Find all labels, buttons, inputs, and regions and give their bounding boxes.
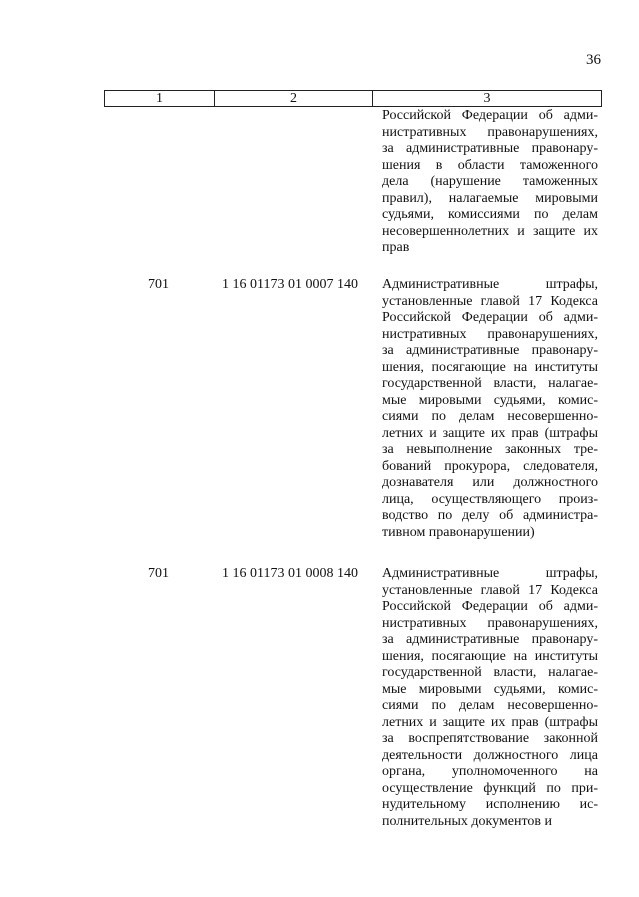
description-line: дела (нарушение таможенных — [382, 174, 598, 189]
description-line: судьями, комиссиями по делам — [382, 207, 598, 222]
column-header-1: 1 — [105, 91, 215, 107]
budget-code: 1 16 01173 01 0007 140 — [222, 277, 358, 292]
description-line: шения в области таможенного — [382, 157, 598, 173]
description-line: за административные правонару- — [382, 141, 598, 156]
description-line: сиями по делам несовершенно- — [382, 409, 598, 424]
description-line: установленные главой 17 Кодекса — [382, 582, 598, 598]
description-line: Российской Федерации об адми- — [382, 108, 598, 123]
admin-code: 701 — [148, 566, 169, 581]
description-line: государственной власти, налагае- — [382, 376, 598, 391]
description-line: правил), налагаемые мировыми — [382, 190, 598, 206]
description-line: Административные штрафы, — [382, 277, 598, 292]
page-number: 36 — [586, 52, 601, 68]
description — [382, 108, 598, 257]
column-header-row — [105, 91, 602, 107]
budget-code: 1 16 01173 01 0008 140 — [222, 566, 358, 581]
column-header-3: 3 — [373, 91, 602, 107]
description-line: нистративных правонарушениях, — [382, 326, 598, 342]
description-line: мые мировыми судьями, комис- — [382, 392, 598, 408]
description-line: летних и защите их прав (штрафы — [382, 425, 598, 441]
description-line: установленные главой 17 Кодекса — [382, 293, 598, 309]
description-line: прав — [382, 240, 410, 255]
admin-code: 701 — [148, 277, 169, 292]
description-line: сиями по делам несовершенно- — [382, 698, 598, 713]
description-line: нудительному исполнению ис- — [382, 797, 598, 812]
description-line: Административные штрафы, — [382, 566, 598, 581]
description-line: шения, посягающие на институты — [382, 648, 598, 664]
description — [382, 566, 598, 830]
description-line: шения, посягающие на институты — [382, 359, 598, 375]
description-line: тивном правонарушении) — [382, 524, 535, 540]
column-header-table — [104, 90, 602, 107]
description-line: государственной власти, налагае- — [382, 665, 598, 680]
description-line: летних и защите их прав (штрафы — [382, 714, 598, 730]
description-line: нистративных правонарушениях, — [382, 615, 598, 631]
description-line: осуществление функций по при- — [382, 780, 598, 796]
description-line: Российской Федерации об адми- — [382, 310, 598, 325]
description-line: нистративных правонарушениях, — [382, 124, 598, 140]
description-line: лица, осуществляющего произ- — [382, 491, 598, 507]
description-line: органа, уполномоченного на — [382, 764, 598, 779]
description-line: за невыполнение законных тре- — [382, 442, 598, 457]
description-line: несовершеннолетних и защите их — [382, 223, 598, 239]
description — [382, 277, 598, 541]
column-header-2: 2 — [215, 91, 373, 107]
description-line: за административные правонару- — [382, 343, 598, 358]
description-line: бований прокурора, следователя, — [382, 458, 598, 474]
description-line: за административные правонару- — [382, 632, 598, 647]
description-line: деятельности должностного лица — [382, 747, 598, 763]
description-line: за воспрепятствование законной — [382, 731, 598, 746]
description-line: водство по делу об администра- — [382, 508, 598, 523]
description-line: дознавателя или должностного — [382, 475, 598, 490]
description-line: Российской Федерации об адми- — [382, 599, 598, 614]
description-line: полнительных документов и — [382, 813, 553, 829]
description-line: мые мировыми судьями, комис- — [382, 681, 598, 697]
